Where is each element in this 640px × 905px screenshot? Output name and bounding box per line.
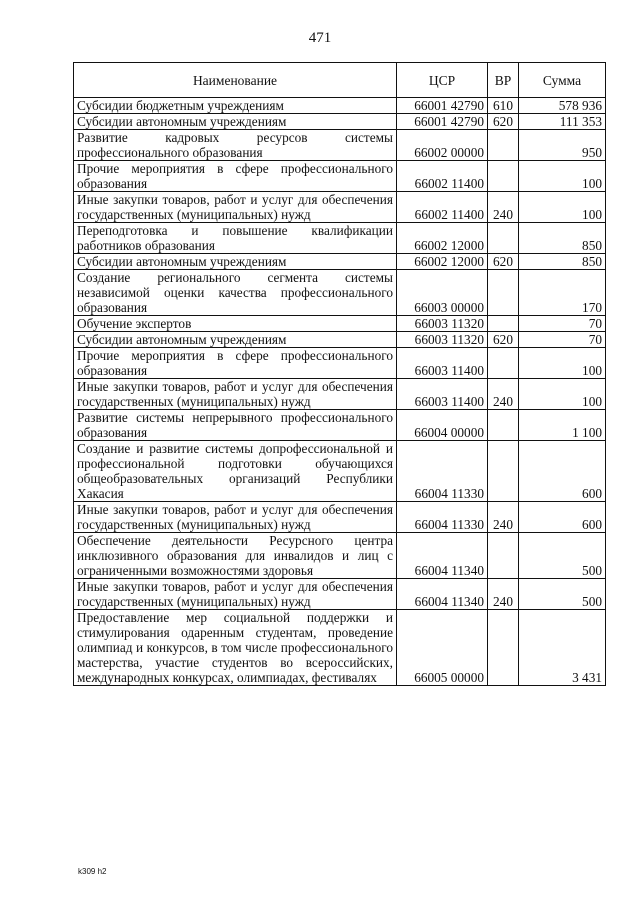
row-csr-cell: 66002 12000 — [397, 254, 488, 270]
table-row — [74, 502, 606, 533]
row-sum-cell: 100 — [519, 161, 606, 192]
row-vr-cell: 620 — [488, 114, 519, 130]
row-vr-cell — [488, 270, 519, 316]
row-name-cell: Развитие кадровых ресурсов системы профессионального образования — [74, 130, 397, 161]
row-vr-cell — [488, 161, 519, 192]
row-csr-cell: 66003 11320 — [397, 332, 488, 348]
row-vr-cell: 240 — [488, 579, 519, 610]
table-header — [74, 63, 606, 98]
row-name-cell: Обучение экспертов — [74, 316, 397, 332]
row-csr-cell: 66001 42790 — [397, 98, 488, 114]
table-row — [74, 610, 606, 686]
row-vr-cell — [488, 533, 519, 579]
table-body — [74, 98, 606, 686]
row-sum-cell: 1 100 — [519, 410, 606, 441]
row-csr-cell: 66002 12000 — [397, 223, 488, 254]
footer-code: k309 h2 — [78, 867, 107, 876]
table-row — [74, 441, 606, 502]
row-vr-cell — [488, 410, 519, 441]
budget-table — [73, 62, 606, 686]
table-row — [74, 114, 606, 130]
row-vr-cell — [488, 348, 519, 379]
header-vr: ВР — [488, 63, 519, 98]
row-name-cell: Переподготовка и повышение квалификации работников образования — [74, 223, 397, 254]
row-csr-cell: 66003 11400 — [397, 348, 488, 379]
table-row — [74, 316, 606, 332]
row-sum-cell: 950 — [519, 130, 606, 161]
page-number: 471 — [308, 30, 332, 46]
table-row — [74, 332, 606, 348]
row-name-cell: Иные закупки товаров, работ и услуг для обеспечения государственных (муниципальных) нужд — [74, 579, 397, 610]
row-sum-cell: 3 431 — [519, 610, 606, 686]
row-csr-cell: 66004 00000 — [397, 410, 488, 441]
row-vr-cell: 620 — [488, 254, 519, 270]
row-vr-cell: 620 — [488, 332, 519, 348]
table-row — [74, 192, 606, 223]
row-csr-cell: 66002 11400 — [397, 192, 488, 223]
row-sum-cell: 100 — [519, 348, 606, 379]
row-sum-cell: 500 — [519, 533, 606, 579]
row-name-cell: Создание и развитие системы допрофессиональной и профессиональной подготовки обучающихся общеобразовательных организаций Республики Хакасия — [74, 441, 397, 502]
row-sum-cell: 100 — [519, 379, 606, 410]
row-name-cell: Прочие мероприятия в сфере профессионального образования — [74, 348, 397, 379]
table-row — [74, 161, 606, 192]
row-name-cell: Прочие мероприятия в сфере профессионального образования — [74, 161, 397, 192]
row-vr-cell: 610 — [488, 98, 519, 114]
row-vr-cell — [488, 610, 519, 686]
row-sum-cell: 100 — [519, 192, 606, 223]
header-sum: Сумма — [519, 63, 606, 98]
table-row — [74, 379, 606, 410]
row-name-cell: Субсидии автономным учреждениям — [74, 114, 397, 130]
row-name-cell: Иные закупки товаров, работ и услуг для обеспечения государственных (муниципальных) нужд — [74, 379, 397, 410]
header-row — [74, 63, 606, 98]
row-name-cell: Развитие системы непрерывного профессионального образования — [74, 410, 397, 441]
table-row — [74, 348, 606, 379]
header-name: Наименование — [74, 63, 397, 98]
row-name-cell: Субсидии бюджетным учреждениям — [74, 98, 397, 114]
row-csr-cell: 66003 00000 — [397, 270, 488, 316]
table-row — [74, 579, 606, 610]
row-csr-cell: 66001 42790 — [397, 114, 488, 130]
row-vr-cell — [488, 441, 519, 502]
row-sum-cell: 600 — [519, 502, 606, 533]
row-csr-cell: 66005 00000 — [397, 610, 488, 686]
row-name-cell: Создание регионального сегмента системы независимой оценки качества профессионального образования — [74, 270, 397, 316]
table-row — [74, 270, 606, 316]
row-csr-cell: 66004 11340 — [397, 579, 488, 610]
row-vr-cell — [488, 316, 519, 332]
row-sum-cell: 500 — [519, 579, 606, 610]
row-csr-cell: 66002 11400 — [397, 161, 488, 192]
table-row — [74, 223, 606, 254]
row-csr-cell: 66003 11400 — [397, 379, 488, 410]
table-row — [74, 254, 606, 270]
row-sum-cell: 170 — [519, 270, 606, 316]
table-row — [74, 98, 606, 114]
row-csr-cell: 66004 11330 — [397, 502, 488, 533]
row-sum-cell: 850 — [519, 254, 606, 270]
row-sum-cell: 850 — [519, 223, 606, 254]
row-sum-cell: 600 — [519, 441, 606, 502]
row-vr-cell: 240 — [488, 502, 519, 533]
row-csr-cell: 66002 00000 — [397, 130, 488, 161]
row-vr-cell: 240 — [488, 192, 519, 223]
row-csr-cell: 66004 11330 — [397, 441, 488, 502]
row-vr-cell — [488, 130, 519, 161]
row-vr-cell — [488, 223, 519, 254]
row-name-cell: Субсидии автономным учреждениям — [74, 254, 397, 270]
table-row — [74, 410, 606, 441]
row-csr-cell: 66003 11320 — [397, 316, 488, 332]
row-sum-cell: 70 — [519, 332, 606, 348]
row-csr-cell: 66004 11340 — [397, 533, 488, 579]
row-name-cell: Иные закупки товаров, работ и услуг для обеспечения государственных (муниципальных) нужд — [74, 192, 397, 223]
row-name-cell: Иные закупки товаров, работ и услуг для обеспечения государственных (муниципальных) нужд — [74, 502, 397, 533]
row-vr-cell: 240 — [488, 379, 519, 410]
row-name-cell: Обеспечение деятельности Ресурсного центра инклюзивного образования для инвалидов и лиц с ограниченными возможностями здоровья — [74, 533, 397, 579]
table-row — [74, 533, 606, 579]
row-name-cell: Субсидии автономным учреждениям — [74, 332, 397, 348]
row-sum-cell: 111 353 — [519, 114, 606, 130]
row-sum-cell: 578 936 — [519, 98, 606, 114]
header-csr: ЦСР — [397, 63, 488, 98]
row-sum-cell: 70 — [519, 316, 606, 332]
table-row — [74, 130, 606, 161]
row-name-cell: Предоставление мер социальной поддержки и стимулирования одаренным студентам, проведение олимпиад и конкурсов, в том числе профессионального мастерства, участие студентов во всероссийских, международных конкурсах, олимпиадах, фестивалях — [74, 610, 397, 686]
